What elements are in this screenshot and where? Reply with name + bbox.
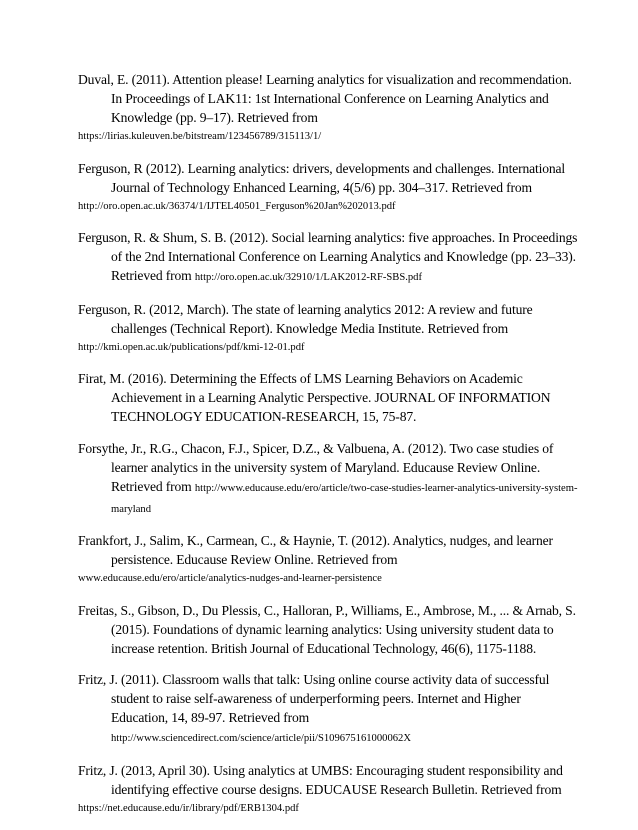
reference-text: Freitas, S., Gibson, D., Du Plessis, C., Halloran, P., Williams, E., Ambrose, M., ... & Arnab, S. (2015). Foundations of dynamic learning analytics: Using university student data to increase retention. British Journal of Educational Technology, 46(6), 1175-1188. — [78, 602, 576, 656]
reference-entry — [78, 601, 578, 658]
reference-entry — [78, 300, 578, 357]
reference-entry — [78, 159, 578, 216]
reference-entry — [78, 670, 578, 748]
reference-entry — [78, 369, 578, 426]
reference-text: Duval, E. (2011). Attention please! Learning analytics for visualization and recommendation. In Proceedings of LAK11: 1st International Conference on Learning Analytics and Knowledge (pp. 9–17). Retrieved from — [78, 72, 572, 125]
reference-url[interactable]: www.educause.edu/ero/article/analytics-nudges-and-learner-persistence — [78, 573, 382, 584]
reference-text: Ferguson, R (2012). Learning analytics: drivers, developments and challenges. International Journal of Technology Enhanced Learning, 4(5/6) pp. 304–317. Retrieved from — [78, 160, 566, 195]
reference-url[interactable]: https://net.educause.edu/ir/library/pdf/ERB1304.pdf — [78, 802, 299, 814]
reference-list — [78, 70, 578, 830]
reference-text: Ferguson, R. (2012, March). The state of learning analytics 2012: A review and future challenges (Technical Report). Knowledge Media Institute. Retrieved from — [78, 301, 533, 336]
reference-text: Firat, M. (2016). Determining the Effects of LMS Learning Behaviors on Academic Achievement in a Learning Analytic Perspective. JOURNAL OF INFORMATION TECHNOLOGY EDUCATION-RESEARCH, 15, 75-87. — [78, 371, 551, 424]
reference-text: Ferguson, R. & Shum, S. B. (2012). Social learning analytics: five approaches. In Proceedings of the 2nd International Conference on Learning Analytics and Knowledge (pp. 23–33). Retrieved from — [78, 230, 578, 283]
reference-entry — [78, 439, 578, 519]
reference-entry — [78, 531, 578, 588]
reference-entry — [78, 70, 578, 146]
reference-text: Fritz, J. (2013, April 30). Using analytics at UMBS: Encouraging student responsibility and identifying effective course designs. EDUCAUSE Research Bulletin. Retrieved from — [78, 762, 563, 797]
reference-text: Fritz, J. (2011). Classroom walls that talk: Using online course activity data of successful student to raise self-awareness of underperforming peers. Internet and Higher Education, 14, 89-97. Retrieved from — [78, 672, 550, 725]
reference-text: Forsythe, Jr., R.G., Chacon, F.J., Spicer, D.Z., & Valbuena, A. (2012). Two case studies of learner analytics in the university system of Maryland. Educause Review Online. Retrieved from — [78, 440, 554, 494]
reference-url[interactable]: http://kmi.open.ac.uk/publications/pdf/kmi-12-01.pdf — [78, 341, 305, 353]
reference-text: Frankfort, J., Salim, K., Carmean, C., & Haynie, T. (2012). Analytics, nudges, and learner persistence. Educause Review Online. Retrieved from — [78, 533, 553, 567]
reference-url[interactable]: https://lirias.kuleuven.be/bitstream/123456789/315113/1/ — [78, 131, 322, 142]
reference-entry — [78, 761, 578, 818]
reference-url[interactable]: http://oro.open.ac.uk/32910/1/LAK2012-RF-SBS.pdf — [194, 272, 422, 283]
reference-entry — [78, 228, 578, 287]
reference-url[interactable]: http://www.sciencedirect.com/science/article/pii/S109675161000062X — [111, 733, 411, 744]
reference-url[interactable]: http://www.educause.edu/ero/article/two-case-studies-learner-analytics-university-system-maryland — [111, 482, 578, 515]
reference-url[interactable]: http://oro.open.ac.uk/36374/1/IJTEL40501_Ferguson%20Jan%202013.pdf — [78, 200, 396, 212]
